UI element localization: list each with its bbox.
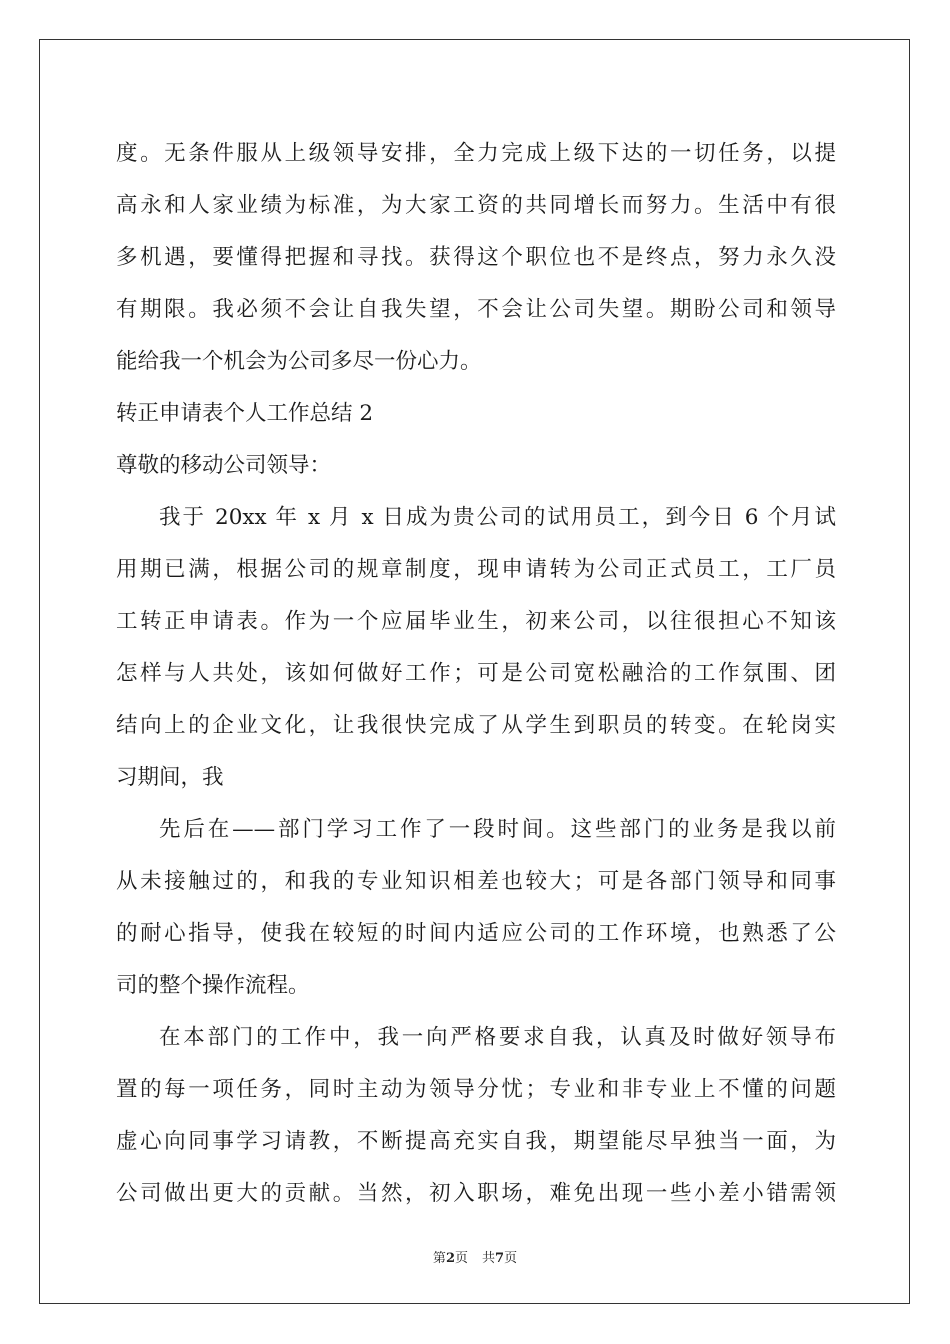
total-suffix: 页 bbox=[504, 1251, 518, 1266]
text-line: 用期已满，根据公司的规章制度，现申请转为公司正式员工，工厂员 bbox=[116, 557, 836, 582]
page-footer bbox=[0, 1247, 950, 1266]
total-pages: 7 bbox=[495, 1251, 505, 1266]
text-line: 司的整个操作流程。 bbox=[116, 973, 310, 998]
text-line: 怎样与人共处，该如何做好工作；可是公司宽松融洽的工作氛围、团 bbox=[116, 661, 836, 686]
section-heading: 转正申请表个人工作总结 2 bbox=[116, 401, 374, 426]
text-line: 度。无条件服从上级领导安排，全力完成上级下达的一切任务，以提 bbox=[116, 141, 836, 166]
text-line: 从未接触过的，和我的专业知识相差也较大；可是各部门领导和同事 bbox=[116, 869, 836, 894]
text-line: 虚心向同事学习请教，不断提高充实自我，期望能尽早独当一面，为 bbox=[116, 1129, 836, 1154]
total-prefix: 共 bbox=[482, 1251, 496, 1266]
page-suffix: 页 bbox=[454, 1251, 468, 1266]
page-number: 2 bbox=[445, 1251, 455, 1266]
text-line: 有期限。我必须不会让自我失望，不会让公司失望。期盼公司和领导 bbox=[116, 297, 836, 322]
salutation: 尊敬的移动公司领导： bbox=[116, 453, 332, 478]
page-prefix: 第 bbox=[432, 1251, 446, 1266]
text-line: 我于 20xx 年 x 月 x 日成为贵公司的试用员工，到今日 6 个月试 bbox=[159, 505, 836, 530]
text-line: 先后在——部门学习工作了一段时间。这些部门的业务是我以前 bbox=[159, 817, 836, 842]
text-line: 习期间，我 bbox=[116, 765, 224, 790]
text-line: 工转正申请表。作为一个应届毕业生，初来公司，以往很担心不知该 bbox=[116, 609, 836, 634]
text-line: 公司做出更大的贡献。当然，初入职场，难免出现一些小差小错需领 bbox=[116, 1181, 836, 1206]
text-line: 的耐心指导，使我在较短的时间内适应公司的工作环境，也熟悉了公 bbox=[116, 921, 836, 946]
text-line: 在本部门的工作中，我一向严格要求自我，认真及时做好领导布 bbox=[159, 1025, 836, 1050]
text-line: 高永和人家业绩为标准，为大家工资的共同增长而努力。生活中有很 bbox=[116, 193, 836, 218]
text-line: 结向上的企业文化，让我很快完成了从学生到职员的转变。在轮岗实 bbox=[116, 713, 836, 738]
text-line: 置的每一项任务，同时主动为领导分忧；专业和非专业上不懂的问题 bbox=[116, 1077, 836, 1102]
document-body bbox=[116, 128, 836, 1220]
text-line: 能给我一个机会为公司多尽一份心力。 bbox=[116, 349, 482, 374]
text-line: 多机遇，要懂得把握和寻找。获得这个职位也不是终点，努力永久没 bbox=[116, 245, 836, 270]
